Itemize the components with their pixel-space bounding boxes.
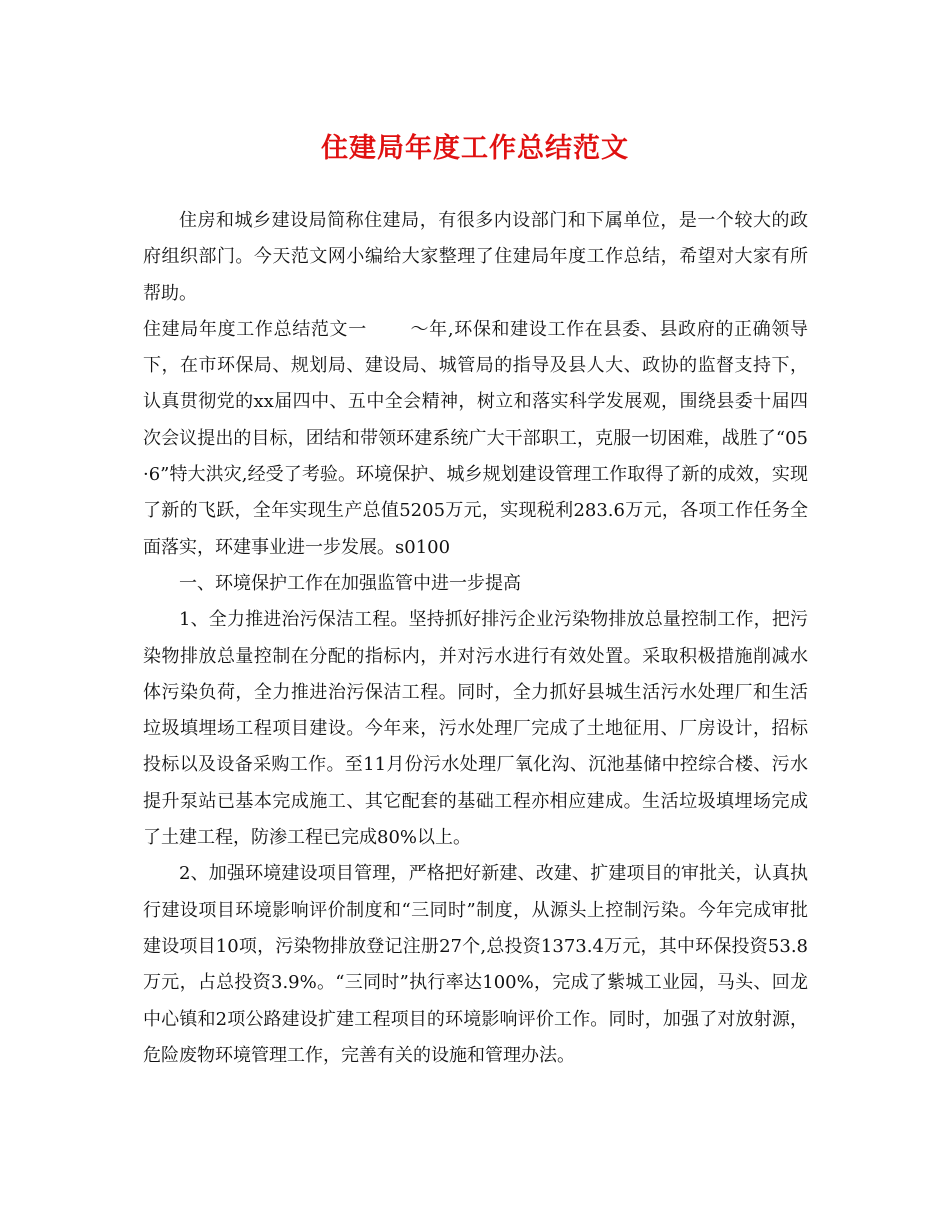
paragraph-heading-environment: 一、环境保护工作在加强监管中进一步提高: [179, 572, 521, 594]
paragraph-item-2: 2、加强环境建设项目管理，严格把好新建、改建、扩建项目的审批关，认真执行建设项目环境影响评价制度和“三同时”制度，从源头上控制污染。今年完成审批建设项目10项，污染物排放登记注册27个,总投资1373.4万元，其中环保投资53.8万元，占总投资3.9%。“三同时”执行率达100%，完成了紫城工业园，马头、回龙中心镇和2项公路建设扩建工程项目的环境影响评价工作。同时，加强了对放射源，危险废物环境管理工作，完善有关的设施和管理办法。: [143, 863, 808, 1066]
paragraph-section-one: 住建局年度工作总结范文一 ～年,环保和建设工作在县委、县政府的正确领导下，在市环保局、规划局、建设局、城管局的指导及县人大、政协的监督支持下，认真贯彻党的xx届四中、五中全会精神，树立和落实科学发展观，围绕县委十届四次会议提出的目标，团结和带领环建系统广大干部职工，克服一切困难，战胜了“05·6”特大洪灾,经受了考验。环境保护、城乡规划建设管理工作取得了新的成效，实现了新的飞跃，全年实现生产总值5205万元，实现税利283.6万元，各项工作任务全面落实，环建事业进一步发展。s0100: [143, 318, 808, 558]
document-body: [143, 203, 808, 1074]
paragraph-intro: 住房和城乡建设局简称住建局，有很多内设部门和下属单位，是一个较大的政府组织部门。今天范文网小编给大家整理了住建局年度工作总结，希望对大家有所帮助。: [143, 210, 808, 304]
document-title: 住建局年度工作总结范文: [321, 133, 629, 164]
paragraph-item-1: 1、全力推进治污保洁工程。坚持抓好排污企业污染物排放总量控制工作，把污染物排放总量控制在分配的指标内，并对污水进行有效处置。采取积极措施削减水体污染负荷，全力推进治污保洁工程。同时，全力抓好县城生活污水处理厂和生活垃圾填埋场工程项目建设。今年来，污水处理厂完成了土地征用、厂房设计，招标投标以及设备采购工作。至11月份污水处理厂氧化沟、沉池基储中控综合楼、污水提升泵站已基本完成施工、其它配套的基础工程亦相应建成。生活垃圾填埋场完成了土建工程，防渗工程已完成80%以上。: [143, 609, 808, 849]
